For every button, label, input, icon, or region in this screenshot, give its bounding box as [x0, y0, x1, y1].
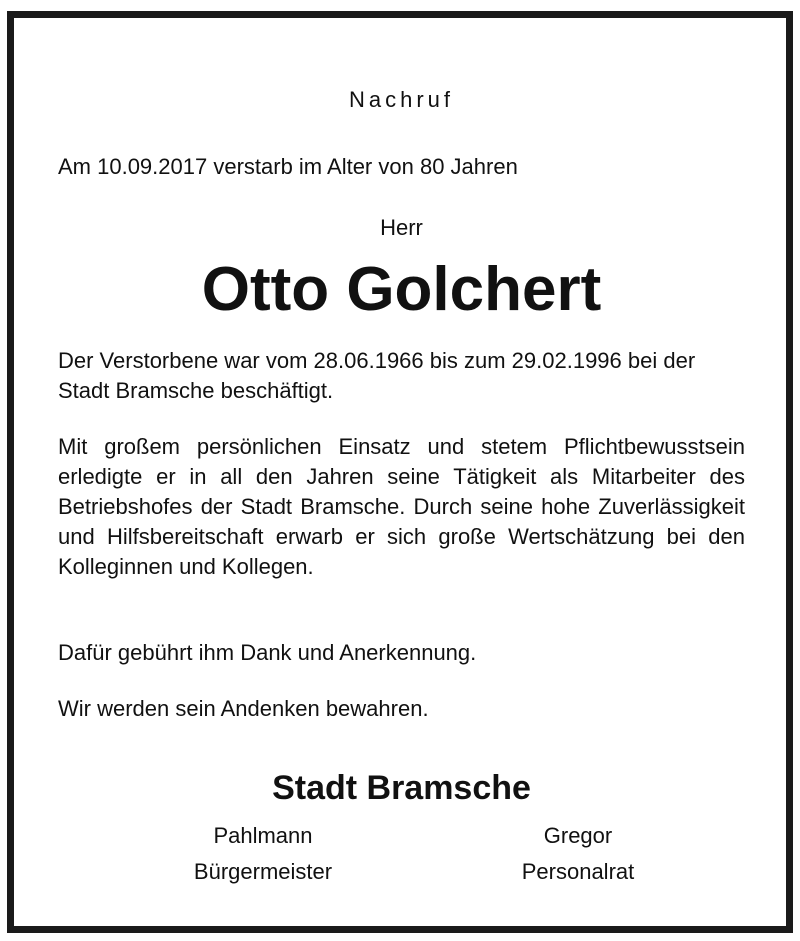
signatory-name: Gregor: [543, 823, 613, 848]
death-announcement: Am 10.09.2017 verstarb im Alter von 80 Jahren: [58, 154, 518, 179]
deceased-name: Otto Golchert: [201, 255, 602, 324]
signatory-mayor: [133, 818, 393, 890]
employment-paragraph: Der Verstorbene war vom 28.06.1966 bis zum 29.02.1996 bei der Stadt Bramsche beschäftigt.: [58, 348, 696, 403]
signatory-staff-council: [448, 818, 708, 890]
organization-name: Stadt Bramsche: [272, 769, 531, 807]
obituary-frame: [7, 11, 793, 933]
signatory-name: Pahlmann: [213, 823, 313, 848]
tribute-paragraph: Mit großem persönlichen Einsatz und stetem Pflichtbewusstsein erledigte er in all den Jahren seine Tätigkeit als Mitarbeiter des Betriebshofes der Stadt Bramsche. Durch seine hohe Zuverlässigkeit und Hilfsbereitschaft erwarb er sich große Wertschätzung bei den Kolleginnen und Kollegen.: [58, 434, 745, 579]
salutation: Herr: [380, 215, 423, 240]
signatory-role: Bürgermeister: [193, 859, 333, 884]
thanks-paragraph: Dafür gebührt ihm Dank und Anerkennung.: [58, 640, 477, 665]
signatory-role: Personalrat: [521, 859, 635, 884]
remembrance-paragraph: Wir werden sein Andenken bewahren.: [58, 696, 429, 721]
obituary-heading: Nachruf: [348, 87, 455, 112]
